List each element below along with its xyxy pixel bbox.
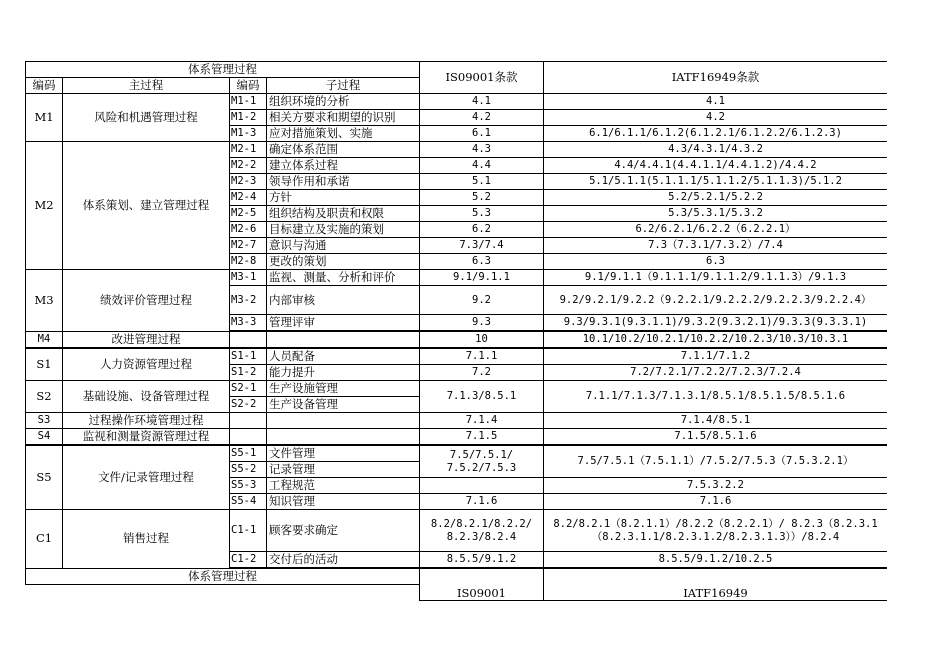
sub-code: M2-8 bbox=[230, 254, 267, 270]
sub-process: 组织结构及职责和权限 bbox=[267, 206, 420, 222]
iatf-clause: 7.2/7.2.1/7.2.2/7.2.3/7.2.4 bbox=[544, 365, 888, 381]
sub-process: 应对措施策划、实施 bbox=[267, 126, 420, 142]
clause-mapping-table bbox=[25, 61, 887, 601]
main-process: 绩效评价管理过程 bbox=[63, 270, 230, 332]
main-process: 监视和测量资源管理过程 bbox=[63, 429, 230, 446]
table-row bbox=[26, 413, 888, 429]
iatf-clause: 9.3/9.3.1(9.3.1.1)/9.3.2(9.3.2.1)/9.3.3(9.3.3.1) bbox=[544, 315, 888, 332]
header-code: 编码 bbox=[26, 78, 63, 94]
iso-clause bbox=[420, 478, 544, 494]
sub-code: S5-3 bbox=[230, 478, 267, 494]
table-row bbox=[26, 348, 888, 365]
footer-header-row bbox=[26, 568, 888, 585]
footer-header-spacer bbox=[26, 585, 420, 601]
sub-process: 相关方要求和期望的识别 bbox=[267, 110, 420, 126]
main-code: C1 bbox=[26, 510, 63, 569]
sub-process: 意识与沟通 bbox=[267, 238, 420, 254]
iso-clause: 7.1.5 bbox=[420, 429, 544, 446]
sub-process: 交付后的活动 bbox=[267, 552, 420, 569]
iso-clause: 9.3 bbox=[420, 315, 544, 332]
footer-header-group: 体系管理过程 bbox=[26, 568, 420, 585]
iatf-clause: 6.2/6.2.1/6.2.2（6.2.2.1） bbox=[544, 222, 888, 238]
iatf-clause: 7.1.1/7.1.3/7.1.3.1/8.5.1/8.5.1.5/8.5.1.6 bbox=[544, 381, 888, 413]
iso-clause: 7.3/7.4 bbox=[420, 238, 544, 254]
sub-code: M3-1 bbox=[230, 270, 267, 286]
iso-clause: 5.2 bbox=[420, 190, 544, 206]
sub-code: M2-6 bbox=[230, 222, 267, 238]
iso-clause: 8.2/8.2.1/8.2.2/ 8.2.3/8.2.4 bbox=[420, 510, 544, 552]
sub-process: 生产设备管理 bbox=[267, 397, 420, 413]
sub-code: M2-2 bbox=[230, 158, 267, 174]
table-row bbox=[26, 270, 888, 286]
main-code: M3 bbox=[26, 270, 63, 332]
sub-process: 领导作用和承诺 bbox=[267, 174, 420, 190]
sub-code-empty bbox=[230, 429, 267, 446]
sub-code: M2-1 bbox=[230, 142, 267, 158]
main-process: 销售过程 bbox=[63, 510, 230, 569]
iso-clause: 10 bbox=[420, 331, 544, 348]
main-code: S1 bbox=[26, 348, 63, 381]
main-process: 人力资源管理过程 bbox=[63, 348, 230, 381]
table-row bbox=[26, 142, 888, 158]
sub-code: M1-1 bbox=[230, 94, 267, 110]
iso-clause: 7.5/7.5.1/ 7.5.2/7.5.3 bbox=[420, 445, 544, 478]
header-sub-code: 编码 bbox=[230, 78, 267, 94]
sub-process: 方针 bbox=[267, 190, 420, 206]
iatf-clause: 6.1/6.1.1/6.1.2(6.1.2.1/6.1.2.2/6.1.2.3) bbox=[544, 126, 888, 142]
iso-clause: 7.1.4 bbox=[420, 413, 544, 429]
table-row bbox=[26, 331, 888, 348]
sub-code: M1-2 bbox=[230, 110, 267, 126]
sub-process: 建立体系过程 bbox=[267, 158, 420, 174]
footer-header-iso: IS09001 bbox=[420, 568, 544, 600]
sub-code-empty bbox=[230, 331, 267, 348]
header-iatf: IATF16949条款 bbox=[544, 62, 888, 94]
header-main-process: 主过程 bbox=[63, 78, 230, 94]
sub-process: 更改的策划 bbox=[267, 254, 420, 270]
iatf-clause: 6.3 bbox=[544, 254, 888, 270]
main-process: 体系策划、建立管理过程 bbox=[63, 142, 230, 270]
sub-code: S2-2 bbox=[230, 397, 267, 413]
sub-code-empty bbox=[230, 413, 267, 429]
table-row bbox=[26, 445, 888, 462]
sub-code: C1-2 bbox=[230, 552, 267, 569]
main-code: M4 bbox=[26, 331, 63, 348]
main-process: 改进管理过程 bbox=[63, 331, 230, 348]
header-row-1 bbox=[26, 62, 888, 78]
sub-process: 监视、测量、分析和评价 bbox=[267, 270, 420, 286]
iatf-clause: 4.3/4.3.1/4.3.2 bbox=[544, 142, 888, 158]
sub-code: M3-2 bbox=[230, 286, 267, 315]
iatf-clause: 9.2/9.2.1/9.2.2（9.2.2.1/9.2.2.2/9.2.2.3/9.2.2.4） bbox=[544, 286, 888, 315]
table-row bbox=[26, 94, 888, 110]
iso-clause: 4.3 bbox=[420, 142, 544, 158]
iso-clause: 7.2 bbox=[420, 365, 544, 381]
iso-clause: 4.4 bbox=[420, 158, 544, 174]
sub-code: M3-3 bbox=[230, 315, 267, 332]
iso-clause: 6.1 bbox=[420, 126, 544, 142]
sub-code: M2-7 bbox=[230, 238, 267, 254]
main-code: S5 bbox=[26, 445, 63, 510]
iatf-clause: 5.1/5.1.1(5.1.1.1/5.1.1.2/5.1.1.3)/5.1.2 bbox=[544, 174, 888, 190]
main-code: S3 bbox=[26, 413, 63, 429]
main-process: 过程操作环境管理过程 bbox=[63, 413, 230, 429]
main-code: M2 bbox=[26, 142, 63, 270]
sub-process: 工程规范 bbox=[267, 478, 420, 494]
iso-clause: 7.1.6 bbox=[420, 494, 544, 510]
sub-code: C1-1 bbox=[230, 510, 267, 552]
iso-clause: 7.1.3/8.5.1 bbox=[420, 381, 544, 413]
iso-clause: 4.2 bbox=[420, 110, 544, 126]
sub-process: 记录管理 bbox=[267, 462, 420, 478]
header-group: 体系管理过程 bbox=[26, 62, 420, 78]
iso-clause: 6.2 bbox=[420, 222, 544, 238]
sub-code: S1-1 bbox=[230, 348, 267, 365]
sub-code: M2-5 bbox=[230, 206, 267, 222]
iatf-clause: 5.3/5.3.1/5.3.2 bbox=[544, 206, 888, 222]
sub-process: 管理评审 bbox=[267, 315, 420, 332]
iatf-clause: 7.3（7.3.1/7.3.2）/7.4 bbox=[544, 238, 888, 254]
sub-process: 知识管理 bbox=[267, 494, 420, 510]
main-code: M1 bbox=[26, 94, 63, 142]
iatf-clause: 7.1.4/8.5.1 bbox=[544, 413, 888, 429]
table-row bbox=[26, 510, 888, 552]
sub-code: M2-3 bbox=[230, 174, 267, 190]
sub-code: M1-3 bbox=[230, 126, 267, 142]
sub-process: 组织环境的分析 bbox=[267, 94, 420, 110]
iso-clause: 5.3 bbox=[420, 206, 544, 222]
iso-clause: 9.2 bbox=[420, 286, 544, 315]
sub-code: S1-2 bbox=[230, 365, 267, 381]
sub-process: 确定体系范围 bbox=[267, 142, 420, 158]
sub-code: M2-4 bbox=[230, 190, 267, 206]
iatf-clause: 4.2 bbox=[544, 110, 888, 126]
sub-code: S5-1 bbox=[230, 445, 267, 462]
table-row bbox=[26, 381, 888, 397]
iatf-clause: 7.1.6 bbox=[544, 494, 888, 510]
iso-clause: 9.1/9.1.1 bbox=[420, 270, 544, 286]
iatf-clause: 9.1/9.1.1（9.1.1.1/9.1.1.2/9.1.1.3）/9.1.3 bbox=[544, 270, 888, 286]
iatf-clause: 7.1.1/7.1.2 bbox=[544, 348, 888, 365]
iatf-clause: 8.5.5/9.1.2/10.2.5 bbox=[544, 552, 888, 569]
sub-process: 文件管理 bbox=[267, 445, 420, 462]
iatf-clause: 8.2/8.2.1（8.2.1.1）/8.2.2（8.2.2.1）/ 8.2.3（8.2.3.1（8.2.3.1.1/8.2.3.1.2/8.2.3.1.3））/8.2.4 bbox=[544, 510, 888, 552]
sub-process-empty bbox=[267, 413, 420, 429]
main-process: 基础设施、设备管理过程 bbox=[63, 381, 230, 413]
sub-process-empty bbox=[267, 429, 420, 446]
iatf-clause: 7.1.5/8.5.1.6 bbox=[544, 429, 888, 446]
iso-clause: 4.1 bbox=[420, 94, 544, 110]
sub-process: 生产设施管理 bbox=[267, 381, 420, 397]
main-process: 风险和机遇管理过程 bbox=[63, 94, 230, 142]
main-code: S4 bbox=[26, 429, 63, 446]
iatf-clause: 4.1 bbox=[544, 94, 888, 110]
iatf-clause: 5.2/5.2.1/5.2.2 bbox=[544, 190, 888, 206]
sub-process: 人员配备 bbox=[267, 348, 420, 365]
iso-clause: 5.1 bbox=[420, 174, 544, 190]
main-code: S2 bbox=[26, 381, 63, 413]
iso-clause: 8.5.5/9.1.2 bbox=[420, 552, 544, 569]
table-row bbox=[26, 429, 888, 446]
sub-code: S5-2 bbox=[230, 462, 267, 478]
sub-code: S5-4 bbox=[230, 494, 267, 510]
main-process: 文件/记录管理过程 bbox=[63, 445, 230, 510]
header-sub-process: 子过程 bbox=[267, 78, 420, 94]
sub-process: 目标建立及实施的策划 bbox=[267, 222, 420, 238]
header-iso: IS09001条款 bbox=[420, 62, 544, 94]
iatf-clause: 10.1/10.2/10.2.1/10.2.2/10.2.3/10.3/10.3.1 bbox=[544, 331, 888, 348]
iatf-clause: 4.4/4.4.1(4.4.1.1/4.4.1.2)/4.4.2 bbox=[544, 158, 888, 174]
sub-process: 顾客要求确定 bbox=[267, 510, 420, 552]
footer-header-iatf: IATF16949 bbox=[544, 568, 888, 600]
iso-clause: 7.1.1 bbox=[420, 348, 544, 365]
iso-clause: 6.3 bbox=[420, 254, 544, 270]
sub-process-empty bbox=[267, 331, 420, 348]
iatf-clause: 7.5.3.2.2 bbox=[544, 478, 888, 494]
clause-mapping-sheet bbox=[25, 61, 887, 601]
sub-code: S2-1 bbox=[230, 381, 267, 397]
sub-process: 能力提升 bbox=[267, 365, 420, 381]
sub-process: 内部审核 bbox=[267, 286, 420, 315]
iatf-clause: 7.5/7.5.1（7.5.1.1）/7.5.2/7.5.3（7.5.3.2.1） bbox=[544, 445, 888, 478]
